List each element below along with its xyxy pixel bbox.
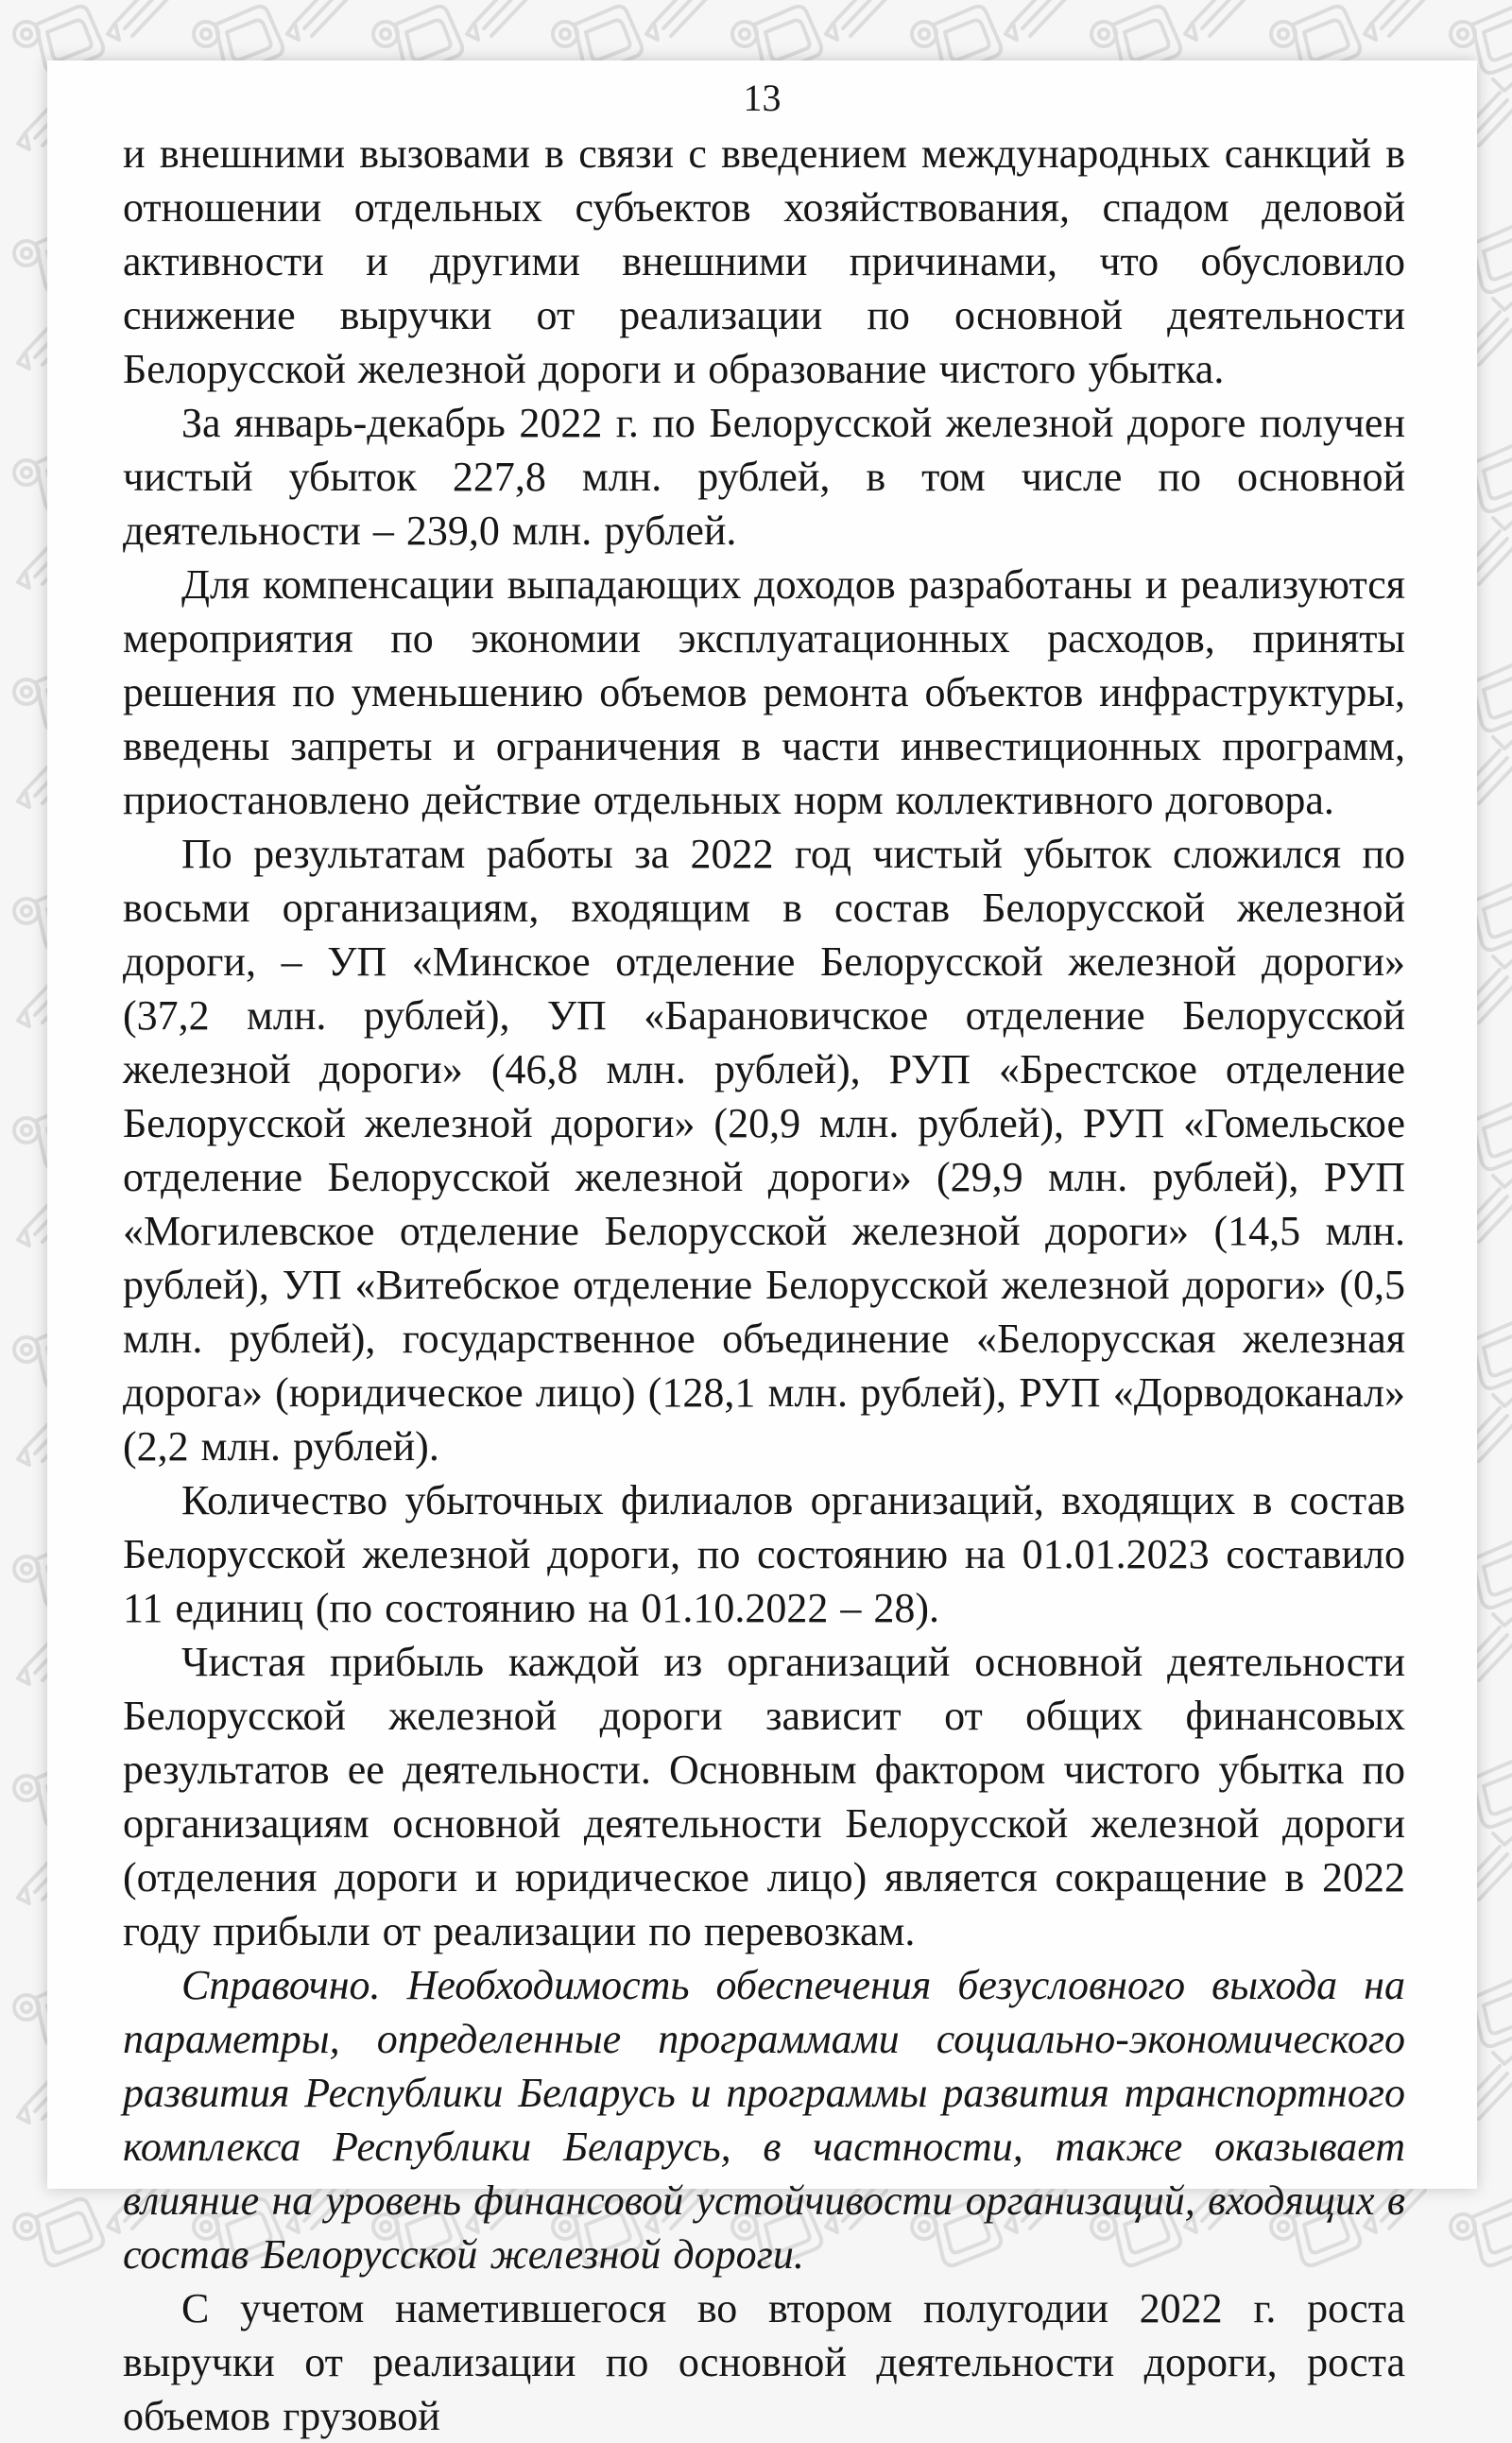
paragraph: С учетом наметившегося во втором полугодии 2022 г. роста выручки от реализации по основной деятельности дороги, роста объемов грузовой (123, 2285, 1405, 2439)
page-number: 13 (743, 77, 782, 119)
paragraph: За январь-декабрь 2022 г. по Белорусской железной дороге получен чистый убыток 227,8 млн. рублей, в том числе по основной деятельности – 239,0 млн. рублей. (123, 400, 1405, 554)
document-sheet (47, 60, 1477, 2439)
reference-note-paragraph: Справочно. Необходимость обеспечения безусловного выхода на параметры, определенные программами социально-экономического развития Республики Беларусь и программы развития транспортного комплекса Республики Беларусь, в частности, также оказывает влияние на уровень финансовой устойчивости организаций, входящих в состав Белорусской железной дороги. (123, 1962, 1405, 2278)
document-body (123, 127, 1405, 2443)
paragraph: Количество убыточных филиалов организаций, входящих в состав Белорусской железной дороги, по состоянию на 01.01.2023 составило 11 единиц (по состоянию на 01.10.2022 – 28). (123, 1477, 1405, 1631)
paragraph: и внешними вызовами в связи с введением международных санкций в отношении отдельных субъектов хозяйствования, спадом деловой активности и другими внешними причинами, что обусловило снижение выручки от реализации по основной деятельности Белорусской железной дороги и образование чистого убытка. (123, 130, 1405, 392)
paragraph: Чистая прибыль каждой из организаций основной деятельности Белорусской железной дороги зависит от общих финансовых результатов ее деятельности. Основным фактором чистого убытка по организациям основной деятельности Белорусской железной дороги (отделения дороги и юридическое лицо) является сокращение в 2022 году прибыли от реализации по перевозкам. (123, 1639, 1405, 1954)
paragraph: Для компенсации выпадающих доходов разработаны и реализуются мероприятия по экономии эксплуатационных расходов, приняты решения по уменьшению объемов ремонта объектов инфраструктуры, введены запреты и ограничения в части инвестиционных программ, приостановлено действие отдельных норм коллективного договора. (123, 561, 1405, 823)
paragraph: По результатам работы за 2022 год чистый убыток сложился по восьми организациям, входящим в состав Белорусской железной дороги, – УП «Минское отделение Белорусской железной дороги» (37,2 млн. рублей), УП «Барановичское отделение Белорусской железной дороги» (46,8 млн. рублей), РУП «Брестское отделение Белорусской железной дороги» (20,9 млн. рублей), РУП «Гомельское отделение Белорусской железной дороги» (29,9 млн. рублей), РУП «Могилевское отделение Белорусской железной дороги» (14,5 млн. рублей), УП «Витебское отделение Белорусской железной дороги» (0,5 млн. рублей), государственное объединение «Белорусская железная дорога» (юридическое лицо) (128,1 млн. рублей), РУП «Дорводоканал» (2,2 млн. рублей). (123, 831, 1405, 1470)
